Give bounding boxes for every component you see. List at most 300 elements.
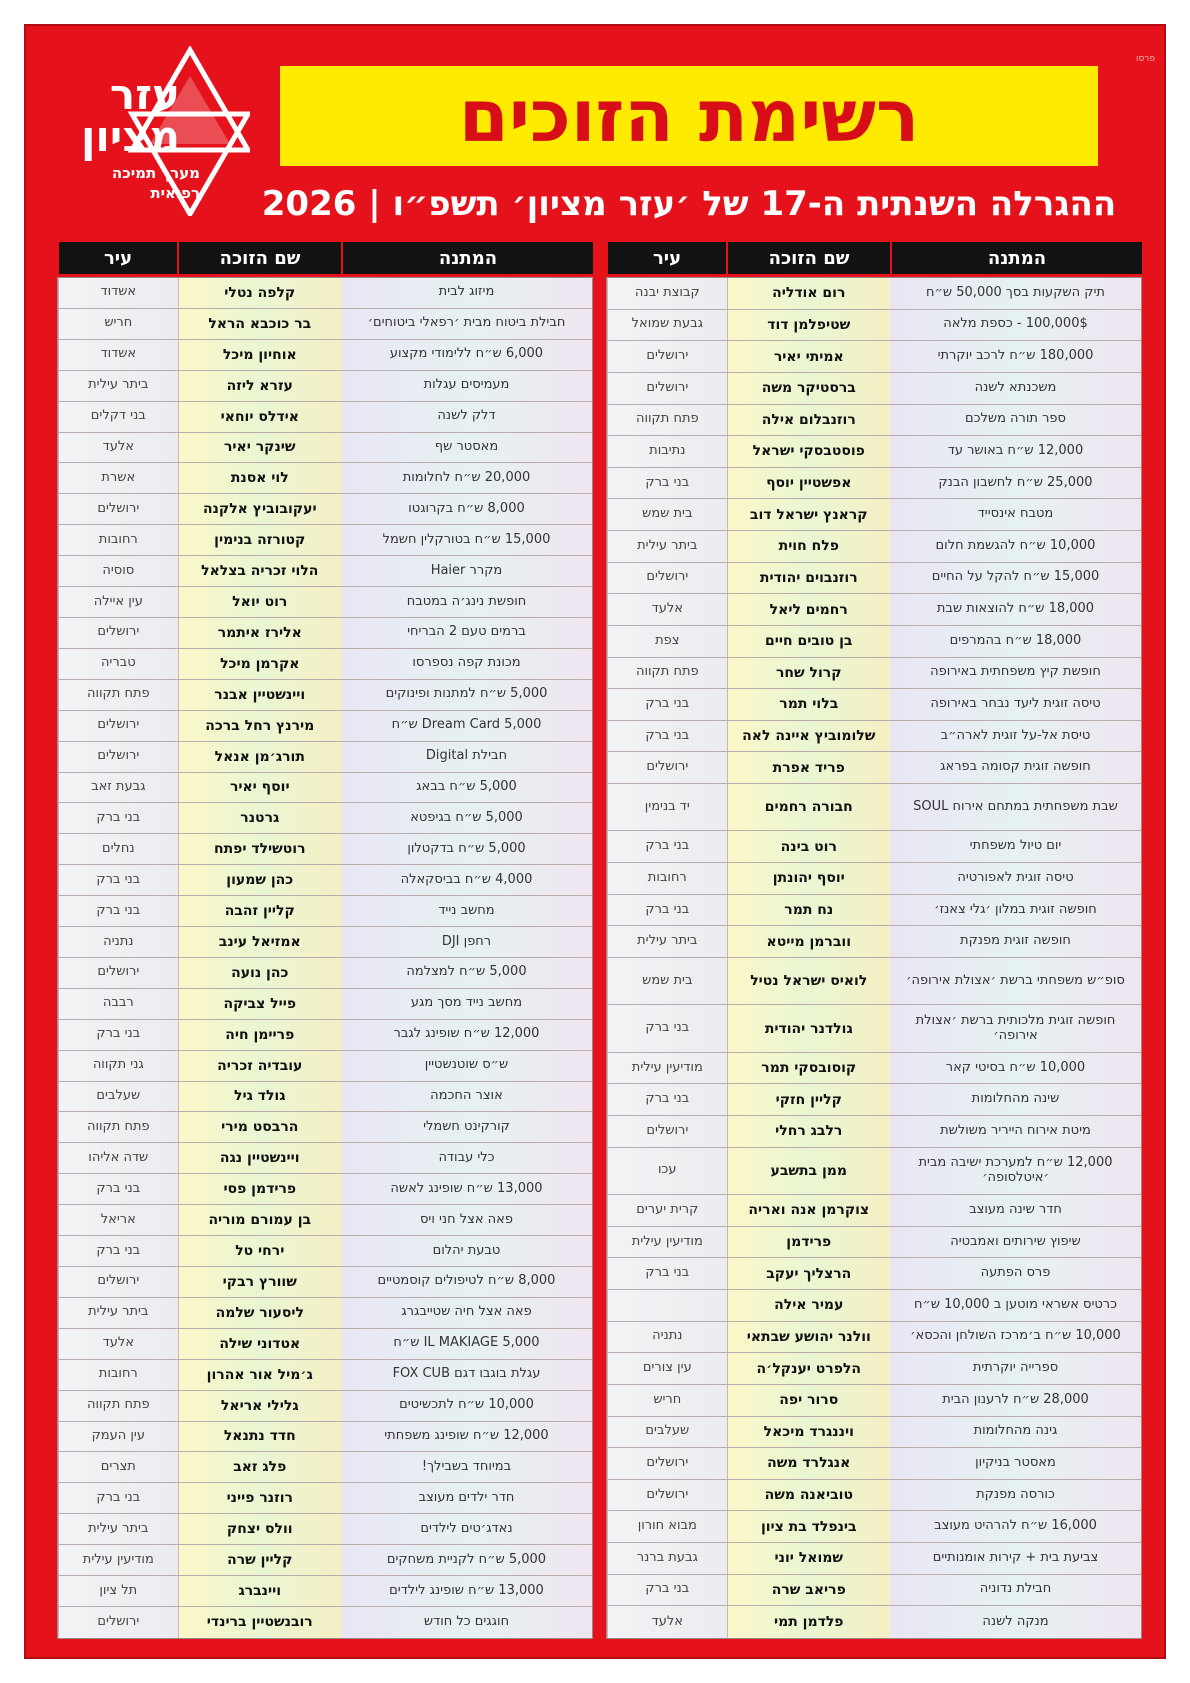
city-cell: ירושלים <box>607 1116 727 1147</box>
prize-cell: 180,000 ש״ח לרכב יוקרתי <box>890 341 1141 372</box>
table-row <box>58 433 592 464</box>
prize-cell: 20,000 ש״ח לחלומות <box>341 463 592 493</box>
table-header <box>57 242 593 274</box>
winner-name-cell: רוט בינה <box>727 831 890 862</box>
prize-cell: 5,000 ש״ח למתנות ופינוקים <box>341 680 592 710</box>
city-cell: ביתר עילית <box>58 371 178 401</box>
city-cell: בני ברק <box>58 1020 178 1050</box>
prize-cell: מקרר Haier <box>341 556 592 586</box>
prize-cell: חופשה זוגית מפנקת <box>890 926 1141 957</box>
winner-name-cell: אלירז איתמר <box>178 618 341 648</box>
winner-name-cell: צוקרמן אנה ואריה <box>727 1195 890 1226</box>
table-row <box>58 309 592 340</box>
winner-name-cell: פריאב שרה <box>727 1575 890 1606</box>
city-cell: ירושלים <box>607 1480 727 1511</box>
table-row <box>58 1020 592 1051</box>
city-cell: בני ברק <box>607 468 727 499</box>
prize-cell: מכונת קפה נספרסו <box>341 649 592 679</box>
table-row <box>58 803 592 834</box>
table-row <box>58 742 592 773</box>
table-row <box>58 958 592 989</box>
table-row <box>607 1258 1141 1290</box>
city-cell: רחובות <box>607 863 727 894</box>
city-cell: ירושלים <box>58 618 178 648</box>
city-cell: בני ברק <box>607 721 727 752</box>
table-row <box>58 340 592 371</box>
winner-name-cell: לוי אסנת <box>178 463 341 493</box>
city-cell: אלעד <box>607 594 727 625</box>
prize-cell: טיסה זוגית ליעד נבחר באירופה <box>890 689 1141 720</box>
winner-name-cell: ליסעור שלמה <box>178 1298 341 1328</box>
city-cell: עין צורים <box>607 1353 727 1384</box>
city-cell: מודיעין עילית <box>607 1053 727 1084</box>
table-row <box>58 834 592 865</box>
header-city: עיר <box>57 242 177 274</box>
city-cell: ירושלים <box>607 563 727 594</box>
winner-name-cell: ווברמן מייטא <box>727 926 890 957</box>
city-cell: בית שמש <box>607 958 727 1004</box>
prize-cell: דלק לשנה <box>341 402 592 432</box>
winner-name-cell: ויננגרד מיכאל <box>727 1417 890 1448</box>
city-cell: עין איילה <box>58 587 178 617</box>
table-row <box>607 1448 1141 1480</box>
table-row <box>58 1576 592 1607</box>
prize-cell: 10,000 ש״ח ב׳מרכז השולחן והכסא׳ <box>890 1322 1141 1353</box>
table-row <box>58 402 592 433</box>
city-cell: ירושלים <box>58 958 178 988</box>
prize-cell: שיפוץ שירותים ואמבטיה <box>890 1227 1141 1258</box>
prize-cell: טבעת יהלום <box>341 1236 592 1266</box>
winner-name-cell: רום אודליה <box>727 278 890 309</box>
city-cell: בני ברק <box>607 1575 727 1606</box>
table-row <box>607 1148 1141 1195</box>
city-cell: ירושלים <box>58 711 178 741</box>
city-cell: שעלבים <box>58 1082 178 1112</box>
city-cell: בני ברק <box>58 1174 178 1204</box>
winner-name-cell: וולס יצחק <box>178 1514 341 1544</box>
winner-name-cell: עמיר אילה <box>727 1290 890 1321</box>
prize-cell: 5,000 ש״ח בגיפטא <box>341 803 592 833</box>
prize-cell: כרטיס אשראי מוטען ב 10,000 ש״ח <box>890 1290 1141 1321</box>
corner-mark: פרסו <box>1136 54 1155 64</box>
city-cell: נחלים <box>58 834 178 864</box>
city-cell: בני דקלים <box>58 402 178 432</box>
prize-cell: כלי עבודה <box>341 1143 592 1173</box>
logo-line-2: מציון <box>80 112 180 161</box>
city-cell: תצרים <box>58 1452 178 1482</box>
winner-name-cell: פריימן חיה <box>178 1020 341 1050</box>
table-row <box>607 1195 1141 1227</box>
prize-cell: ש״ס שוטנשטיין <box>341 1051 592 1081</box>
winner-name-cell: הרבסט מירי <box>178 1112 341 1142</box>
winner-name-cell: רחמים ליאל <box>727 594 890 625</box>
prize-cell: 12,000 ש״ח שופינג משפחתי <box>341 1422 592 1452</box>
table-row <box>58 1545 592 1576</box>
winner-name-cell: בר כוכבא הראל <box>178 309 341 339</box>
table-row <box>58 1143 592 1174</box>
table-row <box>607 1053 1141 1085</box>
city-cell: בני ברק <box>58 1236 178 1266</box>
prize-cell: שבת משפחתית במתחם אירוח SOUL <box>890 784 1141 830</box>
city-cell: בני ברק <box>607 689 727 720</box>
page-subtitle: ההגרלה השנתית ה-17 של ׳עזר מציון׳ תשפ״ו | 2026 <box>261 184 1117 224</box>
city-cell: ירושלים <box>607 373 727 404</box>
winner-name-cell: אידלס יוחאי <box>178 402 341 432</box>
prize-cell: סופ״ש משפחתי ברשת ׳אצולת אירופה׳ <box>890 958 1141 1004</box>
city-cell: ירושלים <box>607 1448 727 1479</box>
winner-name-cell: נח תמר <box>727 895 890 926</box>
table-row <box>58 278 592 309</box>
prize-cell: ברמים טעם 2 הבריחי <box>341 618 592 648</box>
prize-cell: חדר שינה מעוצב <box>890 1195 1141 1226</box>
city-cell: טבריה <box>58 649 178 679</box>
logo-line-3: מערך תמיכה <box>111 164 200 182</box>
prize-cell: עגלת בוגבו דגם FOX CUB <box>341 1360 592 1390</box>
prize-cell: 13,000 ש״ח שופינג לאשה <box>341 1174 592 1204</box>
header-name: שם הזוכה <box>177 242 341 274</box>
prize-cell: חבילת ביטוח מבית ׳רפאלי ביטוחים׳ <box>341 309 592 339</box>
city-cell: רחובות <box>58 1360 178 1390</box>
city-cell: בני ברק <box>607 1005 727 1051</box>
prize-cell: פאה אצל חיה שטייבגרג <box>341 1298 592 1328</box>
city-cell: בני ברק <box>58 1483 178 1513</box>
winner-name-cell: יעקובוביץ אלקנה <box>178 494 341 524</box>
winner-name-cell: חדד נתנאל <box>178 1422 341 1452</box>
winner-name-cell: פייל צביקה <box>178 989 341 1019</box>
prize-cell: ספר תורה משלכם <box>890 405 1141 436</box>
table-row <box>607 1227 1141 1259</box>
city-cell: אשדוד <box>58 278 178 308</box>
city-cell: עין העמק <box>58 1422 178 1452</box>
table-row <box>607 1575 1141 1607</box>
winner-name-cell: עזרא ליזה <box>178 371 341 401</box>
winner-name-cell: אנגלרד משה <box>727 1448 890 1479</box>
prize-cell: 25,000 ש״ח לחשבון הבנק <box>890 468 1141 499</box>
prize-cell: מיטת אירוח הייריר משולשת <box>890 1116 1141 1147</box>
prize-cell: גינה מהחלומות <box>890 1417 1141 1448</box>
winner-name-cell: ברסטיקר משה <box>727 373 890 404</box>
prize-cell: במיוחד בשבילך! <box>341 1452 592 1482</box>
prize-cell: חבילת נדוניה <box>890 1575 1141 1606</box>
prize-cell: חופשה זוגית במלון ׳גלי צאנז׳ <box>890 895 1141 926</box>
table-row <box>607 1084 1141 1116</box>
city-cell: חריש <box>607 1385 727 1416</box>
table-row <box>58 371 592 402</box>
winner-name-cell: בלוי תמר <box>727 689 890 720</box>
city-cell: רחובות <box>58 525 178 555</box>
prize-cell: 6,000 ש״ח ללימודי מקצוע <box>341 340 592 370</box>
table-row <box>607 1116 1141 1148</box>
winner-name-cell: סרור יפה <box>727 1385 890 1416</box>
prize-cell: חופשה זוגית קסומה בפראג <box>890 752 1141 783</box>
table-body-left <box>57 277 593 1639</box>
table-row <box>58 773 592 804</box>
table-row <box>607 1290 1141 1322</box>
winner-name-cell: לואיס ישראל נטיל <box>727 958 890 1004</box>
winner-name-cell: שמואל יוני <box>727 1543 890 1574</box>
city-cell: ביתר עילית <box>58 1514 178 1544</box>
city-cell: נתיבות <box>607 436 727 467</box>
prize-cell: מחשב נייד מסך מגע <box>341 989 592 1019</box>
table-row <box>607 752 1141 784</box>
table-row <box>607 1480 1141 1512</box>
city-cell: יד בנימין <box>607 784 727 830</box>
table-row <box>607 531 1141 563</box>
prize-cell: 18,000 ש״ח בהמרפים <box>890 626 1141 657</box>
table-row <box>607 1511 1141 1543</box>
winner-name-cell: פלח חוית <box>727 531 890 562</box>
city-cell: מבוא חורון <box>607 1511 727 1542</box>
logo <box>40 46 250 216</box>
header-city: עיר <box>606 242 726 274</box>
winner-name-cell: בן עמורם מוריה <box>178 1205 341 1235</box>
table-row <box>58 1298 592 1329</box>
table-row <box>607 1353 1141 1385</box>
prize-cell: אוצר החכמה <box>341 1082 592 1112</box>
prize-cell: 8,000 ש״ח לטיפולים קוסמטיים <box>341 1267 592 1297</box>
table-row <box>58 1112 592 1143</box>
winner-name-cell: רוזנר פייני <box>178 1483 341 1513</box>
city-cell: שעלבים <box>607 1417 727 1448</box>
logo-line-1: עזר <box>109 70 180 119</box>
winner-name-cell: פריד אפרת <box>727 752 890 783</box>
winner-name-cell: מירנץ רחל ברכה <box>178 711 341 741</box>
winner-name-cell: שינקר יאיר <box>178 433 341 463</box>
city-cell: ירושלים <box>58 1267 178 1297</box>
winner-name-cell: רוט יואל <box>178 587 341 617</box>
prize-cell: מיזוג לבית <box>341 278 592 308</box>
city-cell: פתח תקווה <box>607 658 727 689</box>
winner-name-cell: רוטשילד יפתח <box>178 834 341 864</box>
table-row <box>607 831 1141 863</box>
prize-cell: כורסה מפנקת <box>890 1480 1141 1511</box>
table-row <box>58 1607 592 1638</box>
prize-cell: 15,000 ש״ח בטורקלין חשמל <box>341 525 592 555</box>
prize-cell: נאדג׳טים לילדים <box>341 1514 592 1544</box>
prize-cell: חופשה זוגית מלכותית ברשת ׳אצולת אירופה׳ <box>890 1005 1141 1051</box>
city-cell: בני ברק <box>607 1258 727 1289</box>
winner-name-cell: קראנץ ישראל דוב <box>727 499 890 530</box>
city-cell: מודיעין עילית <box>58 1545 178 1575</box>
city-cell: נתניה <box>58 927 178 957</box>
winner-name-cell: גרטנר <box>178 803 341 833</box>
table-row <box>58 618 592 649</box>
prize-cell: 10,000 ש״ח בסיטי קאר <box>890 1053 1141 1084</box>
table-row <box>607 1606 1141 1638</box>
table-row <box>58 711 592 742</box>
table-row <box>607 1322 1141 1354</box>
table-row <box>58 1422 592 1453</box>
winner-name-cell: בינפלד בת ציון <box>727 1511 890 1542</box>
table-row <box>607 499 1141 531</box>
city-cell: ביתר עילית <box>607 531 727 562</box>
table-row <box>58 1514 592 1545</box>
winner-name-cell: קליין זהבה <box>178 896 341 926</box>
winner-name-cell: גולד גיל <box>178 1082 341 1112</box>
winner-name-cell: הרצליך יעקב <box>727 1258 890 1289</box>
city-cell: בני ברק <box>58 896 178 926</box>
prize-cell: 100,000$ - כספת מלאה <box>890 310 1141 341</box>
city-cell: רבבה <box>58 989 178 1019</box>
prize-cell: מאסטר שף <box>341 433 592 463</box>
prize-cell: חבילת Digital <box>341 742 592 772</box>
table-row <box>58 1082 592 1113</box>
logo-line-4: רפואית <box>150 184 200 202</box>
table-row <box>58 1267 592 1298</box>
city-cell: אלעד <box>58 1329 178 1359</box>
table-row <box>607 958 1141 1005</box>
table-row <box>607 278 1141 310</box>
city-cell: אלעד <box>58 433 178 463</box>
prize-cell: 18,000 ש״ח להוצאות שבת <box>890 594 1141 625</box>
table-row <box>58 896 592 927</box>
city-cell: גבעת זאב <box>58 773 178 803</box>
city-cell: קבוצת יבנה <box>607 278 727 309</box>
city-cell: בני ברק <box>607 895 727 926</box>
prize-cell: 12,000 ש״ח למערכת ישיבה מבית ׳איטלסופה׳ <box>890 1148 1141 1194</box>
winner-name-cell: אטדוני שילה <box>178 1329 341 1359</box>
prize-cell: טיסת אל-על זוגית לארה״ב <box>890 721 1141 752</box>
prize-cell: 5,000 ש״ח בדקטלון <box>341 834 592 864</box>
prize-cell: 8,000 ש״ח בקרוגטו <box>341 494 592 524</box>
table-row <box>58 989 592 1020</box>
city-cell: ירושלים <box>607 752 727 783</box>
table-row <box>58 1174 592 1205</box>
city-cell: ירושלים <box>607 341 727 372</box>
winner-name-cell: וולנר יהושע שבתאי <box>727 1322 890 1353</box>
prize-cell: תיק השקעות בסך 50,000 ש״ח <box>890 278 1141 309</box>
table-row <box>607 784 1141 831</box>
winner-name-cell: פלדמן תמי <box>727 1606 890 1638</box>
winner-name-cell: שלומוביץ איינה לאה <box>727 721 890 752</box>
winner-name-cell: רלבג רחלי <box>727 1116 890 1147</box>
winner-name-cell: קרול שחר <box>727 658 890 689</box>
prize-cell: רחפן DJI <box>341 927 592 957</box>
prize-cell: מטבח אינסייד <box>890 499 1141 530</box>
city-cell: גבעת ברנר <box>607 1543 727 1574</box>
prize-cell: פרס הפתעה <box>890 1258 1141 1289</box>
table-header <box>606 242 1142 274</box>
table-row <box>607 468 1141 500</box>
winners-table-left <box>57 242 593 1639</box>
city-cell: צפת <box>607 626 727 657</box>
city-cell: נתניה <box>607 1322 727 1353</box>
prize-cell: יום טיול משפחתי <box>890 831 1141 862</box>
table-row <box>58 865 592 896</box>
winner-name-cell: טוביאנה משה <box>727 1480 890 1511</box>
city-cell: בני ברק <box>58 803 178 833</box>
winner-name-cell: שוורץ רבקי <box>178 1267 341 1297</box>
table-row <box>607 1005 1141 1052</box>
winners-table-right <box>606 242 1142 1639</box>
city-cell: ביתר עילית <box>58 1298 178 1328</box>
table-row <box>607 1543 1141 1575</box>
prize-cell: מעמיסים עגלות <box>341 371 592 401</box>
winner-name-cell: אוחיון מיכל <box>178 340 341 370</box>
city-cell: קרית יערים <box>607 1195 727 1226</box>
city-cell: עכו <box>607 1148 727 1194</box>
city-cell: פתח תקווה <box>58 1112 178 1142</box>
prize-cell: 28,000 ש״ח לרענון הבית <box>890 1385 1141 1416</box>
prize-cell: קורקינט חשמלי <box>341 1112 592 1142</box>
table-row <box>607 895 1141 927</box>
prize-cell: פאה אצל חני ויס <box>341 1205 592 1235</box>
table-row <box>58 494 592 525</box>
city-cell: בני ברק <box>58 865 178 895</box>
city-cell: פתח תקווה <box>58 680 178 710</box>
winner-name-cell: קוסובסקי תמר <box>727 1053 890 1084</box>
winner-name-cell: שטיפלמן דוד <box>727 310 890 341</box>
prize-cell: 5,000 ש״ח למצלמה <box>341 958 592 988</box>
city-cell: אריאל <box>58 1205 178 1235</box>
winner-name-cell: יוסף יאיר <box>178 773 341 803</box>
prize-cell: 5,000 ש״ח בבאג <box>341 773 592 803</box>
city-cell: אשרת <box>58 463 178 493</box>
winner-name-cell: גלילי אריאל <box>178 1391 341 1421</box>
winner-name-cell: ממן בתשבע <box>727 1148 890 1194</box>
winner-name-cell: גולדנר יהודית <box>727 1005 890 1051</box>
prize-cell: חוגגים כל חודש <box>341 1607 592 1638</box>
table-row <box>58 1391 592 1422</box>
table-row <box>58 680 592 711</box>
city-cell: תל ציון <box>58 1576 178 1606</box>
table-row <box>607 373 1141 405</box>
prize-cell: שינה מהחלומות <box>890 1084 1141 1115</box>
city-cell <box>607 1290 727 1321</box>
winner-name-cell: קלפה נטלי <box>178 278 341 308</box>
table-row <box>607 863 1141 895</box>
city-cell: בני ברק <box>607 831 727 862</box>
title-banner <box>280 66 1098 166</box>
table-row <box>607 563 1141 595</box>
table-row <box>607 1417 1141 1449</box>
winner-name-cell: קליין שרה <box>178 1545 341 1575</box>
prize-cell: 16,000 ש״ח להרהיט מעוצב <box>890 1511 1141 1542</box>
city-cell: מודיעין עילית <box>607 1227 727 1258</box>
winner-name-cell: פוסטבסקי ישראל <box>727 436 890 467</box>
city-cell: גני תקווה <box>58 1051 178 1081</box>
winner-name-cell: כהן נועה <box>178 958 341 988</box>
prize-cell: 13,000 ש״ח שופינג לילדים <box>341 1576 592 1606</box>
table-row <box>58 1360 592 1391</box>
winner-name-cell: אקרמן מיכל <box>178 649 341 679</box>
table-row <box>607 926 1141 958</box>
city-cell: אשדוד <box>58 340 178 370</box>
city-cell: פתח תקווה <box>58 1391 178 1421</box>
winner-name-cell: רובנשטיין ברינדי <box>178 1607 341 1638</box>
table-row <box>607 689 1141 721</box>
table-row <box>607 436 1141 468</box>
prize-cell: 15,000 ש״ח להקל על החיים <box>890 563 1141 594</box>
prize-cell: חדר ילדים מעוצב <box>341 1483 592 1513</box>
table-row <box>607 1385 1141 1417</box>
table-row <box>607 626 1141 658</box>
header-prize: המתנה <box>341 242 593 274</box>
prize-cell: מנקה לשנה <box>890 1606 1141 1638</box>
city-cell: פתח תקווה <box>607 405 727 436</box>
table-row <box>58 1236 592 1267</box>
city-cell: ביתר עילית <box>607 926 727 957</box>
winner-name-cell: כהן שמעון <box>178 865 341 895</box>
table-row <box>607 594 1141 626</box>
winner-name-cell: יוסף יהונתן <box>727 863 890 894</box>
winner-name-cell: ויינשטיין אבנר <box>178 680 341 710</box>
prize-cell: 10,000 ש״ח לתכשיטים <box>341 1391 592 1421</box>
prize-cell: מאסטר בניקיון <box>890 1448 1141 1479</box>
table-row <box>58 1483 592 1514</box>
winner-name-cell: ג׳מיל אור אהרון <box>178 1360 341 1390</box>
table-row <box>607 341 1141 373</box>
